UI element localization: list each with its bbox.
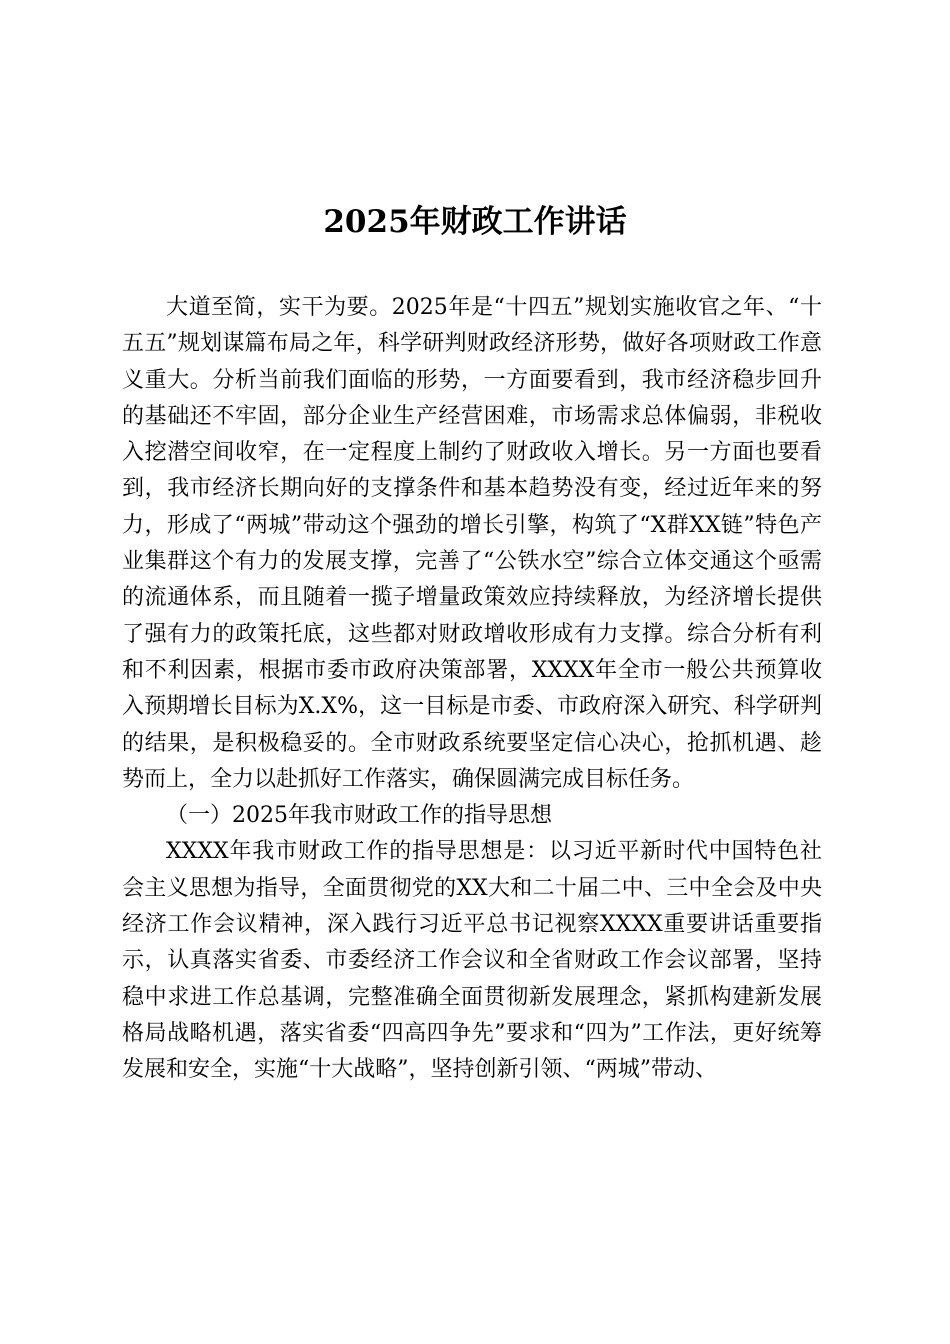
section-paragraph: XXXX年我市财政工作的指导思想是：以习近平新时代中国特色社会主义思想为指导，全面贯彻党的XX大和二十届二中、三中全会及中央经济工作会议精神，深入践行习近平总书记视察XXXX重要讲话重要指示，认真落实省委、市委经济工作会议和全省财政工作会议部署，坚持稳中求进工作总基调，完整准确全面贯彻新发展理念，紧抓构建新发展格局战略机遇，落实省委“四高四争先”要求和“四为”工作法，更好统筹发展和安全，实施“十大战略”，坚持创新引领、“两城”带动、 xyxy=(122,839,822,1083)
section-heading: （一）2025年我市财政工作的指导思想 xyxy=(166,803,552,829)
document-body xyxy=(122,290,822,1089)
intro-paragraph: 大道至简，实干为要。2025年是“十四五”规划实施收官之年、“十五五”规划谋篇布局之年，科学研判财政经济形势，做好各项财政工作意义重大。分析当前我们面临的形势，一方面要看到，我市经济稳步回升的基础还不牢固，部分企业生产经营困难，市场需求总体偏弱，非税收入挖潜空间收窄，在一定程度上制约了财政收入增长。另一方面也要看到，我市经济长期向好的支撑条件和基本趋势没有变，经过近年来的努力，形成了“两城”带动这个强劲的增长引擎，构筑了“X群XX链”特色产业集群这个有力的发展支撑，完善了“公铁水空”综合立体交通这个亟需的流通体系，而且随着一揽子增量政策效应持续释放，为经济增长提供了强有力的政策托底，这些都对财政增收形成有力支撑。综合分析有利和不利因素，根据市委市政府决策部署，XXXX年全市一般公共预算收入预期增长目标为X.X%，这一目标是市委、市政府深入研究、科学研判的结果，是积极稳妥的。全市财政系统要坚定信心决心，抢抓机遇、趁势而上，全力以赴抓好工作落实，确保圆满完成目标任务。 xyxy=(122,295,822,792)
document-title: 2025年财政工作讲话 xyxy=(323,204,627,240)
